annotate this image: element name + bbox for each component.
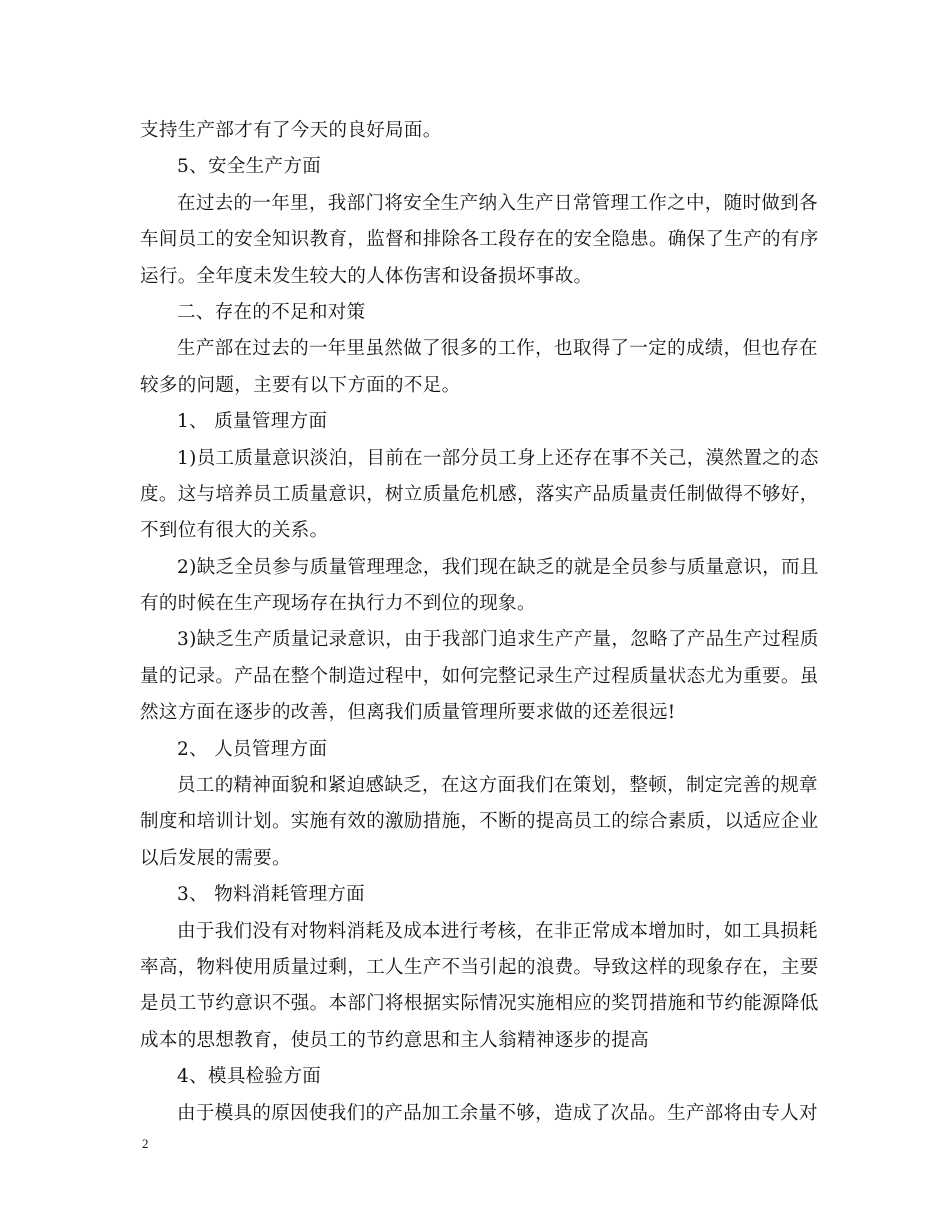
text-line: 运行。全年度未发生较大的人体伤害和设备损坏事故。 bbox=[140, 265, 593, 287]
text-line: 2)缺乏全员参与质量管理理念，我们现在缺乏的就是全员参与质量意识，而且 bbox=[177, 556, 819, 578]
subsection-heading: 2、 人员管理方面 bbox=[177, 738, 328, 760]
text-line: 是员工节约意识不强。本部门将根据实际情况实施相应的奖罚措施和节约能源降低 bbox=[140, 993, 819, 1015]
text-line: 员工的精神面貌和紧迫感缺乏，在这方面我们在策划，整顿，制定完善的规章 bbox=[177, 775, 818, 797]
subsection-heading: 1、 质量管理方面 bbox=[177, 411, 328, 433]
document-body bbox=[140, 113, 819, 1132]
text-line: 在过去的一年里，我部门将安全生产纳入生产日常管理工作之中，随时做到各 bbox=[177, 192, 818, 214]
subsection-heading: 4、模具检验方面 bbox=[177, 1066, 322, 1088]
text-line: 然这方面在逐步的改善，但离我们质量管理所要求做的还差很远! bbox=[140, 702, 676, 724]
text-line: 度。这与培养员工质量意识，树立质量危机感，落实产品质量责任制做得不够好， bbox=[140, 483, 819, 505]
text-line: 5、安全生产方面 bbox=[177, 156, 322, 178]
text-line: 3)缺乏生产质量记录意识，由于我部门追求生产产量，忽略了产品生产过程质 bbox=[177, 629, 819, 651]
text-line: 生产部在过去的一年里虽然做了很多的工作，也取得了一定的成绩，但也存在 bbox=[177, 338, 818, 360]
subsection-heading: 3、 物料消耗管理方面 bbox=[177, 884, 366, 906]
section-heading: 二、存在的不足和对策 bbox=[177, 301, 366, 323]
text-line: 1)员工质量意识淡泊，目前在一部分员工身上还存在事不关己，漠然置之的态 bbox=[177, 447, 819, 469]
text-line: 制度和培训计划。实施有效的激励措施，不断的提高员工的综合素质，以适应企业 bbox=[140, 811, 819, 833]
text-line: 率高，物料使用质量过剩，工人生产不当引起的浪费。导致这样的现象存在，主要 bbox=[140, 956, 819, 978]
text-line: 以后发展的需要。 bbox=[140, 847, 291, 869]
text-line: 成本的思想教育，使员工的节约意思和主人翁精神逐步的提高 bbox=[140, 1029, 649, 1051]
text-line: 量的记录。产品在整个制造过程中，如何完整记录生产过程质量状态尤为重要。虽 bbox=[140, 665, 819, 687]
text-line: 较多的问题，主要有以下方面的不足。 bbox=[140, 374, 461, 396]
text-line: 支持生产部才有了今天的良好局面。 bbox=[140, 120, 442, 141]
text-line: 有的时候在生产现场存在执行力不到位的现象。 bbox=[140, 593, 536, 615]
text-line: 由于模具的原因使我们的产品加工余量不够，造成了次品。生产部将由专人对 bbox=[177, 1102, 818, 1124]
text-line: 不到位有很大的关系。 bbox=[140, 520, 329, 542]
text-line: 车间员工的安全知识教育，监督和排除各工段存在的安全隐患。确保了生产的有序 bbox=[140, 229, 819, 251]
page-number: 2 bbox=[142, 1136, 149, 1151]
text-line: 由于我们没有对物料消耗及成本进行考核，在非正常成本增加时，如工具损耗 bbox=[177, 920, 818, 942]
